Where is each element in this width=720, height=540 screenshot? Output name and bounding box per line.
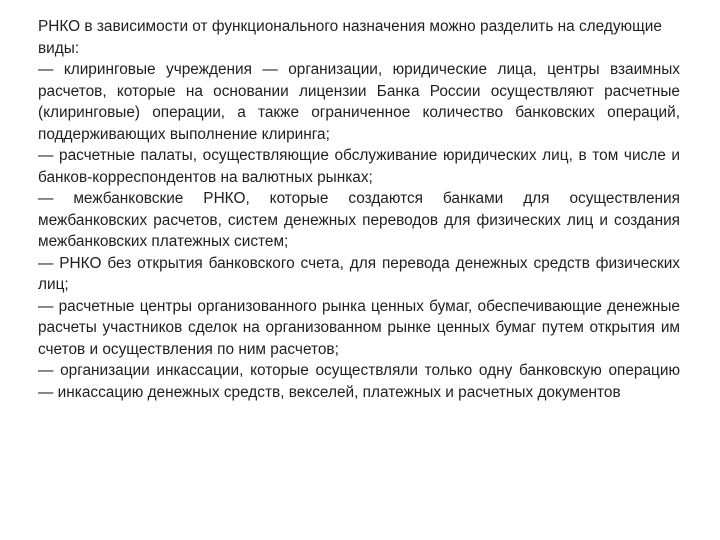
list-item-collection-organizations: — организации инкассации, которые осуществляли только одну банковскую операцию — инкассацию денежных средств, векселей, платежных и расчетных документов bbox=[38, 362, 680, 401]
document-body bbox=[38, 16, 680, 403]
list-item-settlement-chambers: — расчетные палаты, осуществляющие обслуживание юридических лиц, в том числе и банков-корреспондентов на валютных рынках; bbox=[38, 147, 680, 186]
list-item-interbank-nco: — межбанковские РНКО, которые создаются банками для осуществления межбанковских расчетов, систем денежных переводов для физических лиц и создания межбанковских платежных систем; bbox=[38, 190, 680, 250]
list-item-clearing-institutions: — клиринговые учреждения — организации, юридические лица, центры взаимных расчетов, которые на основании лицензии Банка России осуществляют расчетные (клиринговые) операции, а также ограниченное количество банковских операций, поддерживающих выполнение клиринга; bbox=[38, 61, 680, 143]
list-item-securities-settlement-centers: — расчетные центры организованного рынка ценных бумаг, обеспечивающие денежные расчеты участников сделок на организованном рынке ценных бумаг путем открытия им счетов и осуществления по ним расчетов; bbox=[38, 297, 680, 358]
intro-paragraph: РНКО в зависимости от функционального назначения можно разделить на следующие виды: bbox=[38, 18, 662, 57]
list-item-nco-without-account: — РНКО без открытия банковского счета, для перевода денежных средств физических лиц; bbox=[38, 254, 680, 293]
